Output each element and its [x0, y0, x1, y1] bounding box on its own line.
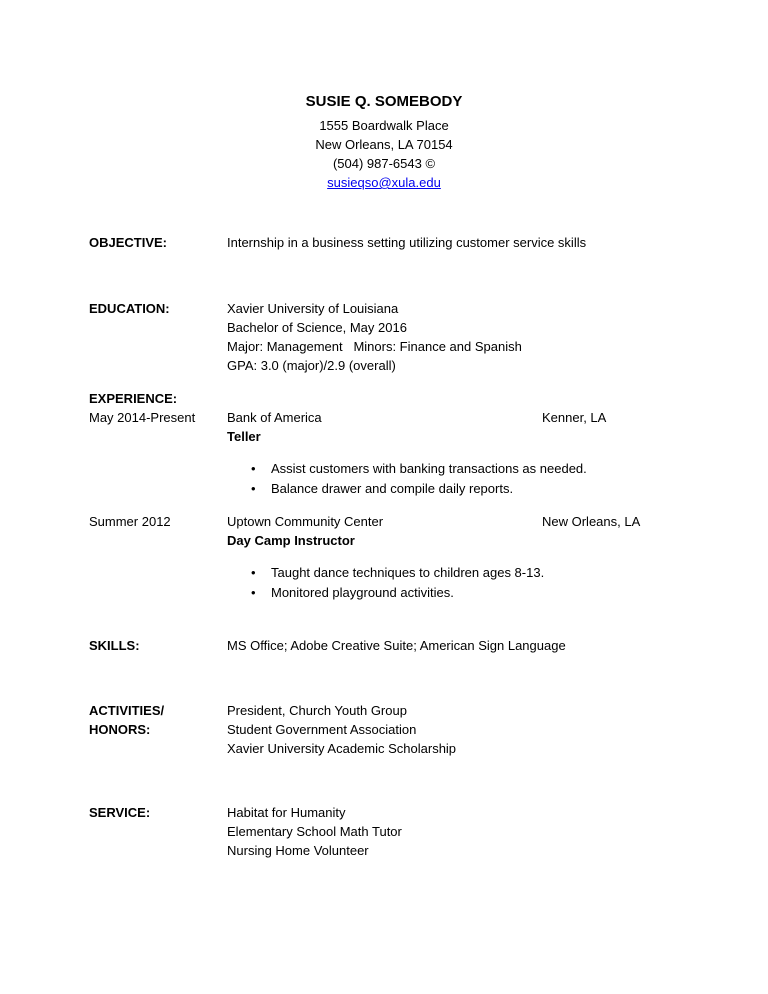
- email-row: [0, 173, 768, 192]
- job-bullet-text: Taught dance techniques to children ages 8-13.: [271, 565, 545, 580]
- job-bullet-item: [251, 583, 571, 603]
- bullet-icon: •: [251, 461, 256, 476]
- job-employer: Bank of America: [227, 410, 322, 425]
- job-title: Teller: [227, 429, 261, 444]
- objective-label: OBJECTIVE:: [89, 235, 168, 250]
- education-gpa: GPA: 3.0 (major)/2.9 (overall): [227, 358, 396, 373]
- job-bullet-item: [251, 563, 571, 583]
- education-school: Xavier University of Louisiana: [227, 301, 399, 316]
- phone-number: (504) 987-6543 ©: [332, 156, 436, 171]
- job-location: New Orleans, LA: [542, 514, 641, 529]
- job-bullet-text: Balance drawer and compile daily reports.: [271, 481, 514, 496]
- service-item: Elementary School Math Tutor: [227, 824, 402, 839]
- service-item: Habitat for Humanity: [227, 805, 346, 820]
- service-label: SERVICE:: [89, 805, 151, 820]
- activities-label-line-1: ACTIVITIES/: [89, 703, 165, 718]
- job-bullet-text: Assist customers with banking transactions as needed.: [271, 461, 587, 476]
- service-item: Nursing Home Volunteer: [227, 843, 369, 858]
- job-bullet-text: Monitored playground activities.: [271, 585, 454, 600]
- experience-label: EXPERIENCE:: [89, 391, 178, 406]
- job-bullet-item: [251, 459, 587, 479]
- objective-text: Internship in a business setting utilizing customer service skills: [227, 235, 587, 250]
- education-degree: Bachelor of Science, May 2016: [227, 320, 407, 335]
- job-dates: May 2014-Present: [89, 410, 196, 425]
- activity-item: Xavier University Academic Scholarship: [227, 741, 457, 756]
- job-employer: Uptown Community Center: [227, 514, 384, 529]
- activity-item: President, Church Youth Group: [227, 703, 407, 718]
- bullet-icon: •: [251, 565, 256, 580]
- job-location: Kenner, LA: [542, 410, 607, 425]
- education-major: Major: Management Minors: Finance and Spanish: [227, 339, 522, 354]
- applicant-name: SUSIE Q. SOMEBODY: [305, 93, 463, 110]
- email-link[interactable]: susieqso@xula.edu: [327, 175, 441, 190]
- bullet-icon: •: [251, 481, 256, 496]
- job-bullet-item: [251, 479, 571, 499]
- job-dates: Summer 2012: [89, 514, 171, 529]
- bullet-icon: •: [251, 585, 256, 600]
- education-label: EDUCATION:: [89, 301, 170, 316]
- address-line-2: New Orleans, LA 70154: [315, 137, 453, 152]
- skills-label: SKILLS:: [89, 638, 140, 653]
- activity-item: Student Government Association: [227, 722, 417, 737]
- address-line-1: 1555 Boardwalk Place: [319, 118, 449, 133]
- job-title: Day Camp Instructor: [227, 533, 355, 548]
- activities-label-line-2: HONORS:: [89, 722, 151, 737]
- skills-text: MS Office; Adobe Creative Suite; American Sign Language: [227, 638, 566, 653]
